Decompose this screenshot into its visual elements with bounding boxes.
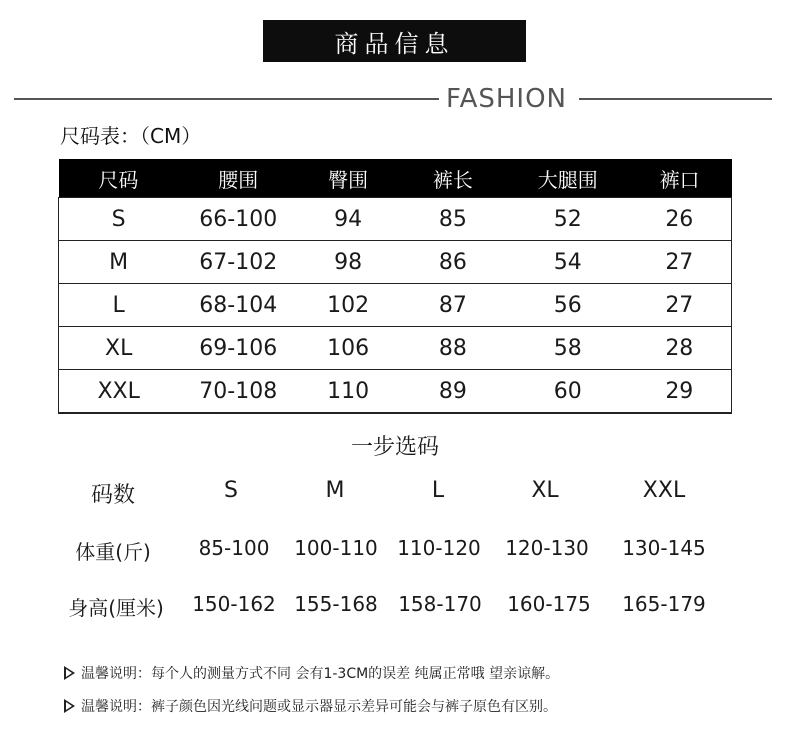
table-cell: 110 — [298, 370, 398, 414]
triangle-right-outline-icon — [64, 699, 75, 713]
divider-right — [579, 98, 772, 100]
size-chart-label: 尺码表：（CM） — [60, 124, 202, 148]
table-cell: 29 — [628, 370, 732, 414]
table-cell: 60 — [508, 370, 628, 414]
size-select-cell: 110-120 — [397, 536, 481, 560]
size-select-cell: 160-175 — [507, 592, 591, 616]
table-cell: 54 — [508, 241, 628, 284]
table-cell: 102 — [298, 284, 398, 327]
table-header-cell: 裤长 — [398, 159, 508, 198]
table-cell: 69-106 — [178, 327, 298, 370]
size-select-cell: 165-179 — [622, 592, 706, 616]
table-cell: XL — [59, 327, 179, 370]
size-select-cell: XXL — [642, 478, 686, 503]
page-title-text: 商品信息 — [334, 29, 455, 58]
table-cell: L — [59, 284, 179, 327]
size-select-cell: 155-168 — [294, 592, 378, 616]
table-header-row — [59, 159, 732, 198]
size-select-row — [0, 536, 790, 576]
size-select-cell: 身高(厘米) — [68, 596, 164, 620]
note-item — [64, 696, 557, 716]
table-cell: 58 — [508, 327, 628, 370]
table-row — [59, 370, 732, 414]
size-select-cell: 120-130 — [505, 536, 589, 560]
note-text: 温馨说明：裤子颜色因光线问题或显示器显示差异可能会与裤子原色有区别。 — [81, 699, 557, 715]
size-select-title: 一步选码 — [350, 435, 439, 460]
table-cell: XXL — [59, 370, 179, 414]
table-cell: S — [59, 198, 179, 241]
size-select-cell: L — [431, 478, 445, 503]
note-text: 温馨说明：每个人的测量方式不同 会有1-3CM的误差 纯属正常哦 望亲谅解。 — [81, 666, 560, 682]
table-header-cell: 大腿围 — [508, 159, 628, 198]
size-select-cell: XL — [531, 478, 559, 503]
size-chart-table — [58, 159, 732, 414]
table-cell: 68-104 — [178, 284, 298, 327]
table-cell: 52 — [508, 198, 628, 241]
size-select-cell: M — [325, 478, 345, 503]
size-select-cell: 130-145 — [622, 536, 706, 560]
size-select-cell: 体重(斤) — [75, 540, 151, 564]
table-cell: 28 — [628, 327, 732, 370]
table-cell: 94 — [298, 198, 398, 241]
table-cell: 56 — [508, 284, 628, 327]
size-select-cell: 85-100 — [198, 536, 270, 560]
table-cell: 27 — [628, 241, 732, 284]
table-cell: 106 — [298, 327, 398, 370]
size-select-row — [0, 478, 790, 518]
size-select-cell: S — [224, 478, 238, 503]
size-select-cell: 158-170 — [398, 592, 482, 616]
table-row — [59, 241, 732, 284]
page-title — [263, 20, 526, 62]
triangle-right-outline-icon — [64, 666, 75, 680]
table-row — [59, 198, 732, 241]
fashion-subtitle: FASHION — [446, 84, 567, 114]
size-select-row — [0, 592, 790, 632]
table-cell: 67-102 — [178, 241, 298, 284]
table-cell: 85 — [398, 198, 508, 241]
table-cell: 88 — [398, 327, 508, 370]
table-cell: 86 — [398, 241, 508, 284]
table-header-cell: 裤口 — [628, 159, 732, 198]
size-select-cell: 码数 — [90, 483, 136, 508]
table-cell: 27 — [628, 284, 732, 327]
table-cell: 89 — [398, 370, 508, 414]
table-cell: M — [59, 241, 179, 284]
table-row — [59, 284, 732, 327]
table-cell: 98 — [298, 241, 398, 284]
table-cell: 26 — [628, 198, 732, 241]
table-header-cell: 臀围 — [298, 159, 398, 198]
divider-left — [14, 98, 439, 100]
size-select-cell: 100-110 — [294, 536, 378, 560]
table-cell: 70-108 — [178, 370, 298, 414]
table-header-cell: 尺码 — [59, 159, 179, 198]
table-row — [59, 327, 732, 370]
size-select-cell: 150-162 — [192, 592, 276, 616]
table-header-cell: 腰围 — [178, 159, 298, 198]
note-item — [64, 663, 559, 683]
table-cell: 66-100 — [178, 198, 298, 241]
table-cell: 87 — [398, 284, 508, 327]
